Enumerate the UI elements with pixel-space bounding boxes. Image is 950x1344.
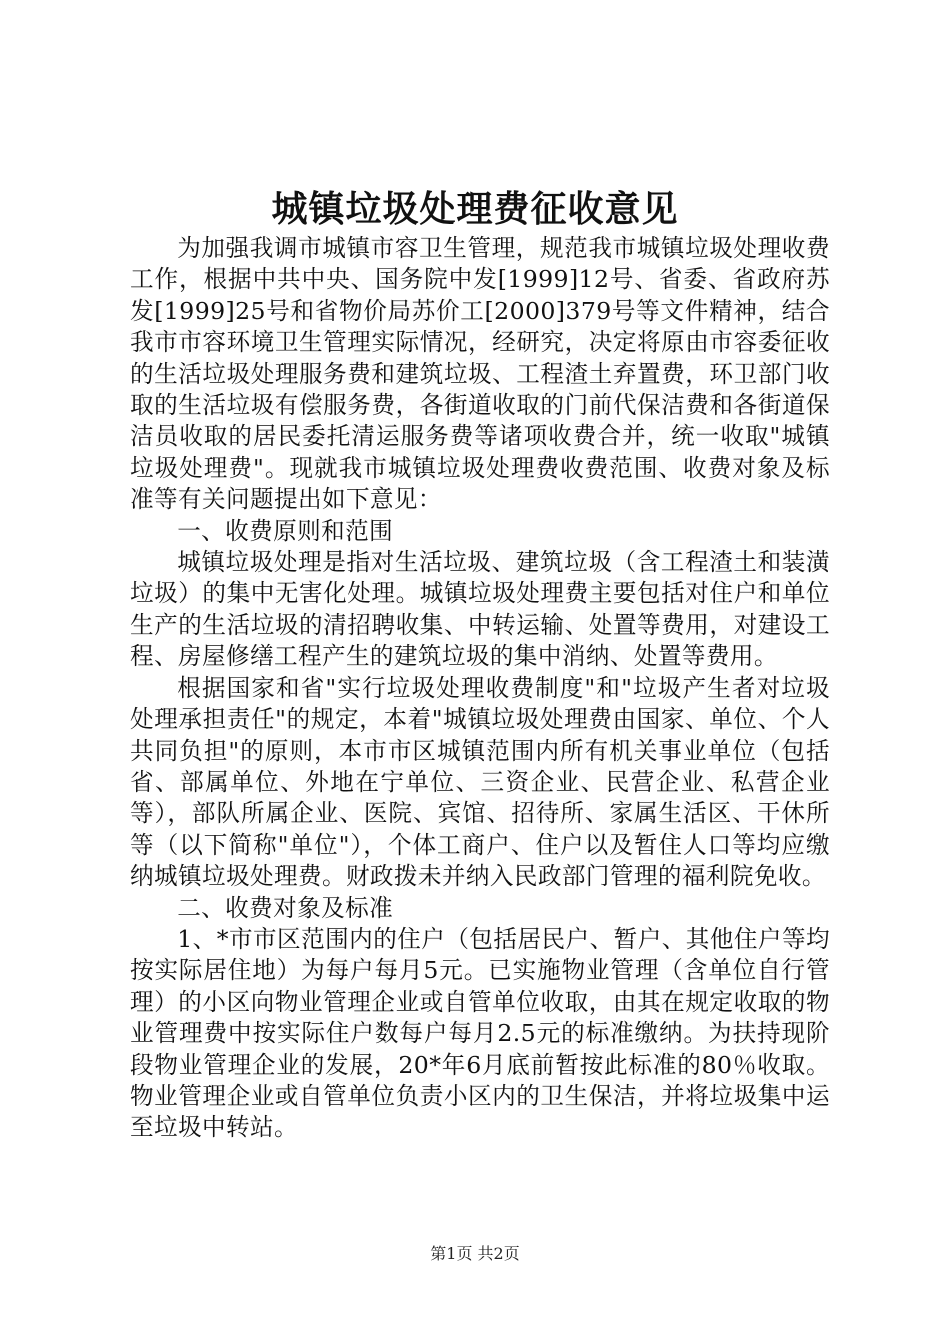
section-heading-1: 一、收费原则和范围: [177, 516, 394, 545]
paragraph-residents: 1、*市市区范围内的住户（包括居民户、暂户、其他住户等均按实际居住地）为每户每月5元。已实施物业管理（含单位自行管理）的小区向物业管理企业或自管单位收取，由其在规定收取的物业管理费中按实际住户数每户每月2.5元的标准缴纳。为扶持现阶段物业管理企业的发展，20*年6月底前暂按此标准的80％收取。物业管理企业或自管单位负责小区内的卫生保洁，并将垃圾集中运至垃圾中转站。: [130, 924, 830, 1142]
document-title: 城镇垃圾处理费征收意见: [271, 188, 679, 230]
document-body: [130, 233, 830, 1144]
page-number-footer: 第1页 共2页: [430, 1244, 520, 1263]
paragraph-principle: 根据国家和省"实行垃圾处理收费制度"和"垃圾产生者对垃圾处理承担责任"的规定，本着"城镇垃圾处理费由国家、单位、个人共同负担"的原则，本市市区城镇范围内所有机关事业单位（包括省、部属单位、外地在宁单位、三资企业、民营企业、私营企业等），部队所属企业、医院、宾馆、招待所、家属生活区、干休所等（以下简称"单位"），个体工商户、住户以及暂住人口等均应缴纳城镇垃圾处理费。财政拨未并纳入民政部门管理的福利院免收。: [130, 673, 830, 891]
paragraph-intro: 为加强我调市城镇市容卫生管理，规范我市城镇垃圾处理收费工作，根据中共中央、国务院中发[1999]12号、省委、省政府苏发[1999]25号和省物价局苏价工[2000]379号等文件精神，结合我市市容环境卫生管理实际情况，经研究，决定将原由市容委征收的生活垃圾处理服务费和建筑垃圾、工程渣土弃置费，环卫部门收取的生活垃圾有偿服务费，各街道收取的门前代保洁费和各街道保洁员收取的居民委托清运服务费等诸项收费合并，统一收取"城镇垃圾处理费"。现就我市城镇垃圾处理费收费范围、收费对象及标准等有关问题提出如下意见：: [130, 234, 830, 514]
section-heading-2: 二、收费对象及标准: [177, 893, 394, 922]
paragraph-scope: 城镇垃圾处理是指对生活垃圾、建筑垃圾（含工程渣土和装潢垃圾）的集中无害化处理。城镇垃圾处理费主要包括对住户和单位生产的生活垃圾的清招聘收集、中转运输、处置等费用，对建设工程、房屋修缮工程产生的建筑垃圾的集中消纳、处置等费用。: [130, 548, 830, 671]
